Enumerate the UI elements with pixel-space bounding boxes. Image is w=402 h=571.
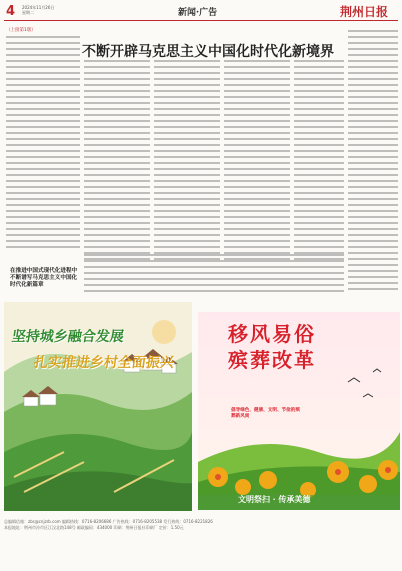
footer-line2: 本报地址：荆州市沙市区江汉北路148号 邮政编码：434000 印刷：荆州日报社印刷厂 定价：1.50元 (4, 525, 184, 530)
article-column-1 (6, 30, 80, 250)
issue-date (22, 5, 54, 15)
article-column-6 (348, 30, 398, 300)
rural-revitalization-ad (4, 302, 192, 511)
article-column-3 (154, 60, 220, 280)
issue-date-line1: 2024年11月26日 (22, 5, 55, 10)
article-column-5 (294, 60, 344, 280)
page-number: 4 (6, 4, 16, 19)
ad-caption: 文明祭扫 · 传承美德 (238, 494, 311, 504)
article-column-4 (224, 60, 290, 280)
footer-line1: 总编辑信箱：zbs@cnjzrb.com 编辑热线：0716-8206686 广告热线：0716-8205538 发行热线：0716-8221826 (4, 519, 213, 524)
ad-slogan-line1: 坚持城乡融合发展 (10, 329, 125, 345)
page-headline: 不断开辟马克思主义中国化时代化新境界 (82, 44, 334, 60)
ad-title-line1: 移风易俗 (228, 322, 316, 346)
article-subhead: 在推进中国式现代化进程中不断谱写马克思主义中国化时代化新篇章 (10, 268, 78, 288)
ad-title-line2: 殡葬改革 (228, 348, 316, 372)
newspaper-logo: 荆州日报 (340, 5, 389, 19)
ad-side-caption: 倡导绿色、健康、文明、节俭的殡葬新风尚 (231, 408, 300, 419)
article-column-2 (84, 60, 150, 280)
section-title: 新闻·广告 (178, 8, 218, 18)
article-lower-text (84, 254, 344, 298)
header-rule (4, 20, 398, 21)
page-footer (4, 519, 398, 531)
continued-kicker: （上接第1版） (6, 28, 36, 33)
ad-slogan-line2: 扎实推进乡村全面振兴 (32, 355, 175, 371)
issue-date-line2: 星期二 (22, 10, 34, 15)
